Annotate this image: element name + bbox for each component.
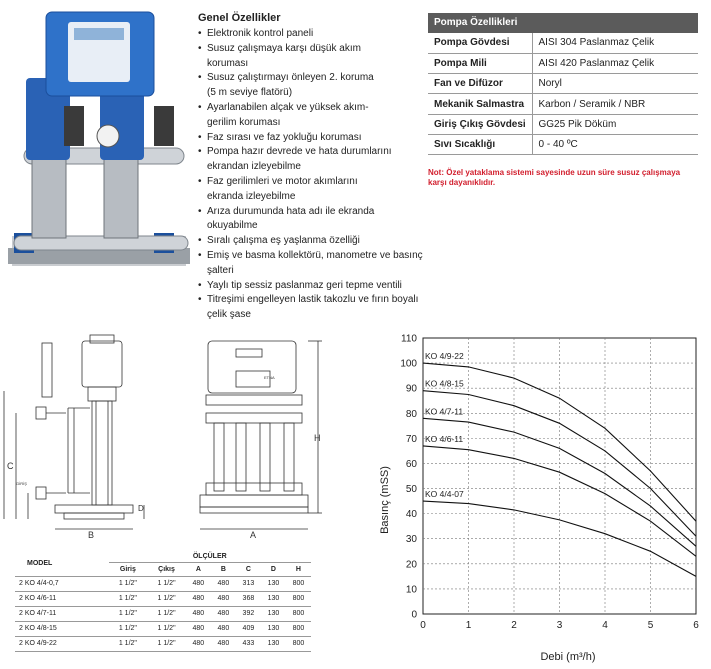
feature-subtext: gerilim koruması (207, 116, 281, 128)
dimension-cell: 480 (211, 606, 236, 621)
dimension-cell: 1 1/2" (109, 606, 148, 621)
dimension-cell: 800 (286, 606, 311, 621)
dimension-cell: 130 (261, 576, 286, 591)
dimension-cell: 433 (236, 636, 261, 651)
dim-b-label: B (88, 530, 95, 540)
dimension-cell: 480 (211, 591, 236, 606)
product-photo (4, 8, 194, 276)
dimension-cell: 313 (236, 576, 261, 591)
series-label: KO 4/6-11 (425, 433, 464, 444)
dimension-row (15, 621, 311, 636)
pump-properties-title: Pompa Özellikleri (428, 13, 698, 33)
property-key: Mekanik Salmastra (428, 94, 532, 114)
dimension-column-header: C (236, 562, 261, 576)
property-value: Noryl (532, 74, 698, 94)
dimension-cell: 480 (211, 636, 236, 651)
dimension-cell: 1 1/2" (109, 636, 148, 651)
property-key: Fan ve Difüzor (428, 74, 532, 94)
x-tick-label: 0 (420, 620, 426, 631)
dimensions-table (15, 552, 311, 652)
front-view-drawing (180, 333, 330, 541)
property-key: Pompa Mili (428, 53, 532, 73)
dim-h-label: H (314, 433, 321, 443)
dimension-column-header: Çıkış (147, 562, 186, 576)
model-cell: 2 KO 4/9-22 (15, 636, 109, 651)
y-tick-label: 10 (405, 584, 417, 596)
chart-x-label: Debi (m³/h) (540, 651, 596, 663)
dimension-cell: 1 1/2" (109, 576, 148, 591)
y-tick-label: 60 (405, 458, 417, 470)
general-features-title: Genel Özellikler (198, 12, 281, 24)
dimension-cell: 480 (186, 606, 211, 621)
dimension-cell: 800 (286, 576, 311, 591)
feature-item (198, 131, 424, 146)
features-list (198, 27, 424, 323)
feature-item (198, 27, 424, 42)
y-tick-label: 50 (405, 484, 417, 496)
general-features (198, 12, 424, 323)
x-tick-label: 3 (556, 620, 563, 631)
dimensions-group-header: ÖLÇÜLER (109, 552, 311, 562)
property-value: AISI 304 Paslanmaz Çelik (532, 33, 698, 53)
dimension-cell: 480 (186, 621, 211, 636)
dim-a-label: A (250, 530, 257, 540)
dimension-row (15, 636, 311, 651)
y-tick-label: 90 (405, 383, 417, 395)
dimension-cell: 130 (261, 636, 286, 651)
dimension-cell: 368 (236, 591, 261, 606)
feature-text: Sıralı çalışma eş yaşlanma özelliği (207, 235, 360, 247)
feature-subtext: koruması (207, 57, 249, 69)
side-view-drawing (0, 333, 175, 541)
property-value: Karbon / Seramik / NBR (532, 94, 698, 114)
property-key: Sıvı Sıcaklığı (428, 134, 532, 154)
chart-y-label: Basınç (mSS) (379, 466, 391, 534)
giris-label: GİRİŞ (16, 481, 27, 486)
feature-text: Susuz çalıştırmayı önleyen 2. koruma (207, 72, 374, 84)
feature-item (198, 234, 424, 249)
dim-c-label: C (7, 461, 14, 471)
dimension-cell: 130 (261, 591, 286, 606)
feature-item (198, 145, 424, 175)
model-cell: 2 KO 4/4-0,7 (15, 576, 109, 591)
property-row (428, 94, 698, 114)
x-tick-label: 2 (511, 620, 517, 631)
model-header: MODEL (15, 552, 109, 576)
property-row (428, 53, 698, 73)
x-tick-label: 1 (465, 620, 472, 631)
model-cell: 2 KO 4/8-15 (15, 621, 109, 636)
series-label: KO 4/7-11 (425, 406, 464, 417)
model-cell: 2 KO 4/6-11 (15, 591, 109, 606)
feature-item (198, 249, 424, 279)
feature-text: Emiş ve basma kollektörü, manometre ve basınç şalteri (207, 249, 423, 276)
y-tick-label: 20 (405, 559, 417, 571)
feature-subtext: ekrandan izleyebilme (207, 161, 301, 173)
dimension-cell: 130 (261, 621, 286, 636)
feature-text: Titreşimi engelleyen lastik takozlu ve fırın boyalı çelik şase (207, 294, 419, 321)
series-label: KO 4/8-15 (425, 378, 464, 389)
y-tick-label: 100 (400, 358, 417, 370)
feature-text: Susuz çalışmaya karşı düşük akım (207, 42, 361, 54)
series-label: KO 4/4-07 (425, 489, 464, 500)
dimension-cell: 480 (186, 636, 211, 651)
dimension-column-header: A (186, 562, 211, 576)
feature-text: Yaylı tip sessiz paslanmaz geri tepme ventili (207, 279, 402, 291)
dimension-cell: 409 (236, 621, 261, 636)
x-tick-label: 4 (602, 620, 608, 631)
property-row (428, 33, 698, 53)
feature-subtext: (5 m seviye flatörü) (207, 87, 293, 99)
x-tick-label: 5 (647, 620, 654, 631)
feature-item (198, 42, 424, 72)
y-tick-label: 80 (405, 408, 417, 420)
series-label: KO 4/9-22 (425, 351, 464, 362)
property-row (428, 74, 698, 94)
property-value: AISI 420 Paslanmaz Çelik (532, 53, 698, 73)
property-value: 0 - 40 ºC (532, 134, 698, 154)
x-tick-label: 6 (693, 620, 699, 631)
feature-subtext: ekranda izleyebilme (207, 190, 296, 202)
property-value: GG25 Pik Döküm (532, 114, 698, 134)
dimension-cell: 480 (186, 576, 211, 591)
feature-item (198, 101, 424, 131)
dimension-row (15, 591, 311, 606)
dimension-cell: 480 (211, 576, 236, 591)
feature-item (198, 279, 424, 294)
dimension-row (15, 576, 311, 591)
feature-item (198, 71, 424, 101)
dimension-cell: 800 (286, 591, 311, 606)
y-tick-label: 0 (411, 609, 417, 621)
property-key: Pompa Gövdesi (428, 33, 532, 53)
dimension-cell: 480 (186, 591, 211, 606)
dimension-cell: 1 1/2" (147, 591, 186, 606)
dimension-cell: 1 1/2" (109, 621, 148, 636)
feature-item (198, 293, 424, 323)
dimension-cell: 1 1/2" (147, 576, 186, 591)
feature-text: Ayarlanabilen alçak ve yüksek akım- (207, 101, 369, 113)
dimension-cell: 800 (286, 621, 311, 636)
property-row (428, 114, 698, 134)
feature-text: Faz sırası ve faz yokluğu koruması (207, 131, 362, 143)
dimension-cell: 480 (211, 621, 236, 636)
feature-text: Pompa hazır devrede ve hata durumlarını (207, 146, 392, 158)
y-tick-label: 70 (405, 433, 417, 445)
property-row (428, 134, 698, 154)
pump-note: Not: Özel yataklama sistemi sayesinde uzun süre susuz çalışmaya karşı dayanıklıdır. (428, 168, 681, 188)
dimension-cell: 1 1/2" (147, 636, 186, 651)
dimension-column-header: Giriş (109, 562, 148, 576)
dimension-row (15, 606, 311, 621)
dimension-cell: 1 1/2" (147, 606, 186, 621)
model-cell: 2 KO 4/7-11 (15, 606, 109, 621)
dimension-column-header: H (286, 562, 311, 576)
pump-curve-chart (370, 328, 708, 666)
feature-text: Arıza durumunda hata adı ile ekranda okuyabilme (207, 205, 375, 232)
feature-item (198, 205, 424, 235)
y-tick-label: 40 (405, 509, 417, 521)
feature-text: Elektronik kontrol paneli (207, 28, 314, 39)
dimension-cell: 392 (236, 606, 261, 621)
feature-item (198, 175, 424, 205)
property-key: Giriş Çıkış Gövdesi (428, 114, 532, 134)
dimension-cell: 1 1/2" (109, 591, 148, 606)
dimension-cell: 130 (261, 606, 286, 621)
dim-d-label: D (138, 504, 144, 513)
pump-properties-table (428, 33, 698, 155)
y-tick-label: 110 (401, 333, 417, 345)
dimension-column-header: B (211, 562, 236, 576)
dimension-cell: 800 (286, 636, 311, 651)
pump-properties (428, 13, 698, 188)
feature-text: Faz gerilimleri ve motor akımlarını (207, 175, 358, 187)
y-tick-label: 30 (405, 534, 417, 546)
brand-label: ETNA (264, 375, 275, 380)
dimension-cell: 1 1/2" (147, 621, 186, 636)
dimension-column-header: D (261, 562, 286, 576)
